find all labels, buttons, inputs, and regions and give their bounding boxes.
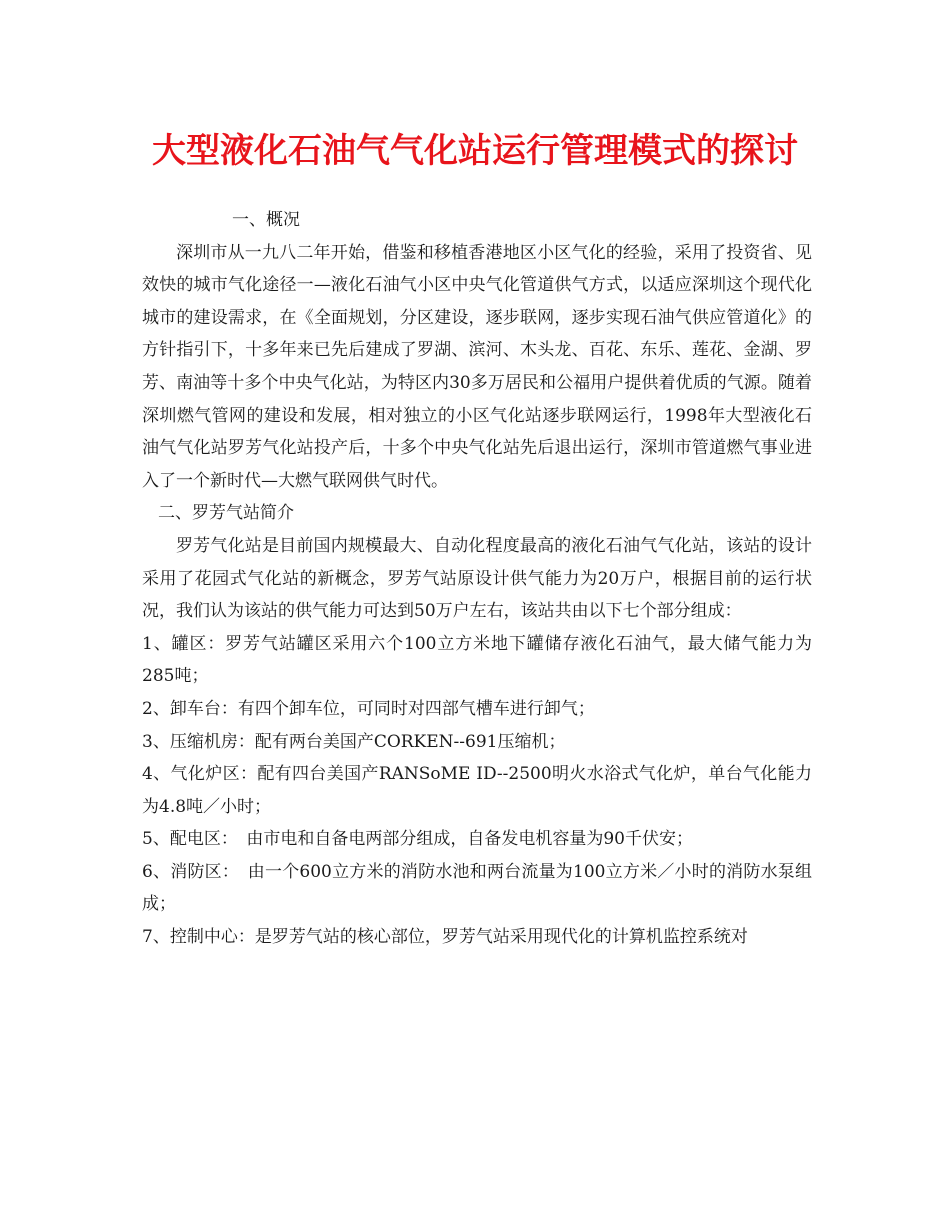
paragraph-station: 罗芳气化站是目前国内规模最大、自动化程度最高的液化石油气气化站，该站的设计采用了花园式气化站的新概念，罗芳气站原设计供气能力为20万户，根据目前的运行状况，我们认为该站的供气能力可达到50万户左右，该站共由以下七个部分组成： [142, 535, 812, 622]
list-item-compressor-room: 3、压缩机房：配有两台美国产CORKEN--691压缩机； [142, 731, 566, 752]
list-item-tank-area: 1、罐区：罗芳气站罐区采用六个100立方米地下罐储存液化石油气，最大储气能力为285吨； [142, 633, 812, 687]
section-heading-overview: 一、概况 [232, 210, 300, 230]
list-item-power-area: 5、配电区： 由市电和自备电两部分组成，自备发电机容量为90千伏安； [142, 829, 693, 850]
paragraph-overview: 深圳市从一九八二年开始，借鉴和移植香港地区小区气化的经验，采用了投资省、见效快的城市气化途径一—液化石油气小区中央气化管道供气方式，以适应深圳这个现代化城市的建设需求，在《全面规划，分区建设，逐步联网，逐步实现石油气供应管道化》的方针指引下，十多年来已先后建成了罗湖、滨河、木头龙、百花、东乐、莲花、金湖、罗芳、南油等十多个中央气化站，为特区内30多万居民和公福用户提供着优质的气源。随着深圳燃气管网的建设和发展，相对独立的小区气化站逐步联网运行，1998年大型液化石油气气化站罗芳气化站投产后，十多个中央气化站先后退出运行，深圳市管道燃气事业进入了一个新时代—大燃气联网供气时代。 [142, 242, 812, 491]
list-item-fire-area: 6、消防区： 由一个600立方米的消防水池和两台流量为100立方米／小时的消防水泵组成； [142, 861, 812, 915]
document-body [142, 204, 812, 954]
section-heading-station: 二、罗芳气站简介 [158, 503, 294, 524]
list-item-control-center: 7、控制中心：是罗芳气站的核心部位，罗芳气站采用现代化的计算机监控系统对 [142, 927, 748, 948]
document-title: 大型液化石油气气化站运行管理模式的探讨 [152, 131, 798, 171]
list-item-vaporizer-area: 4、气化炉区：配有四台美国产RANSoME ID--2500明火水浴式气化炉，单台气化能力为4.8吨／小时； [142, 764, 812, 817]
list-item-unloading-platform: 2、卸车台：有四个卸车位，可同时对四部气槽车进行卸气； [142, 698, 595, 719]
